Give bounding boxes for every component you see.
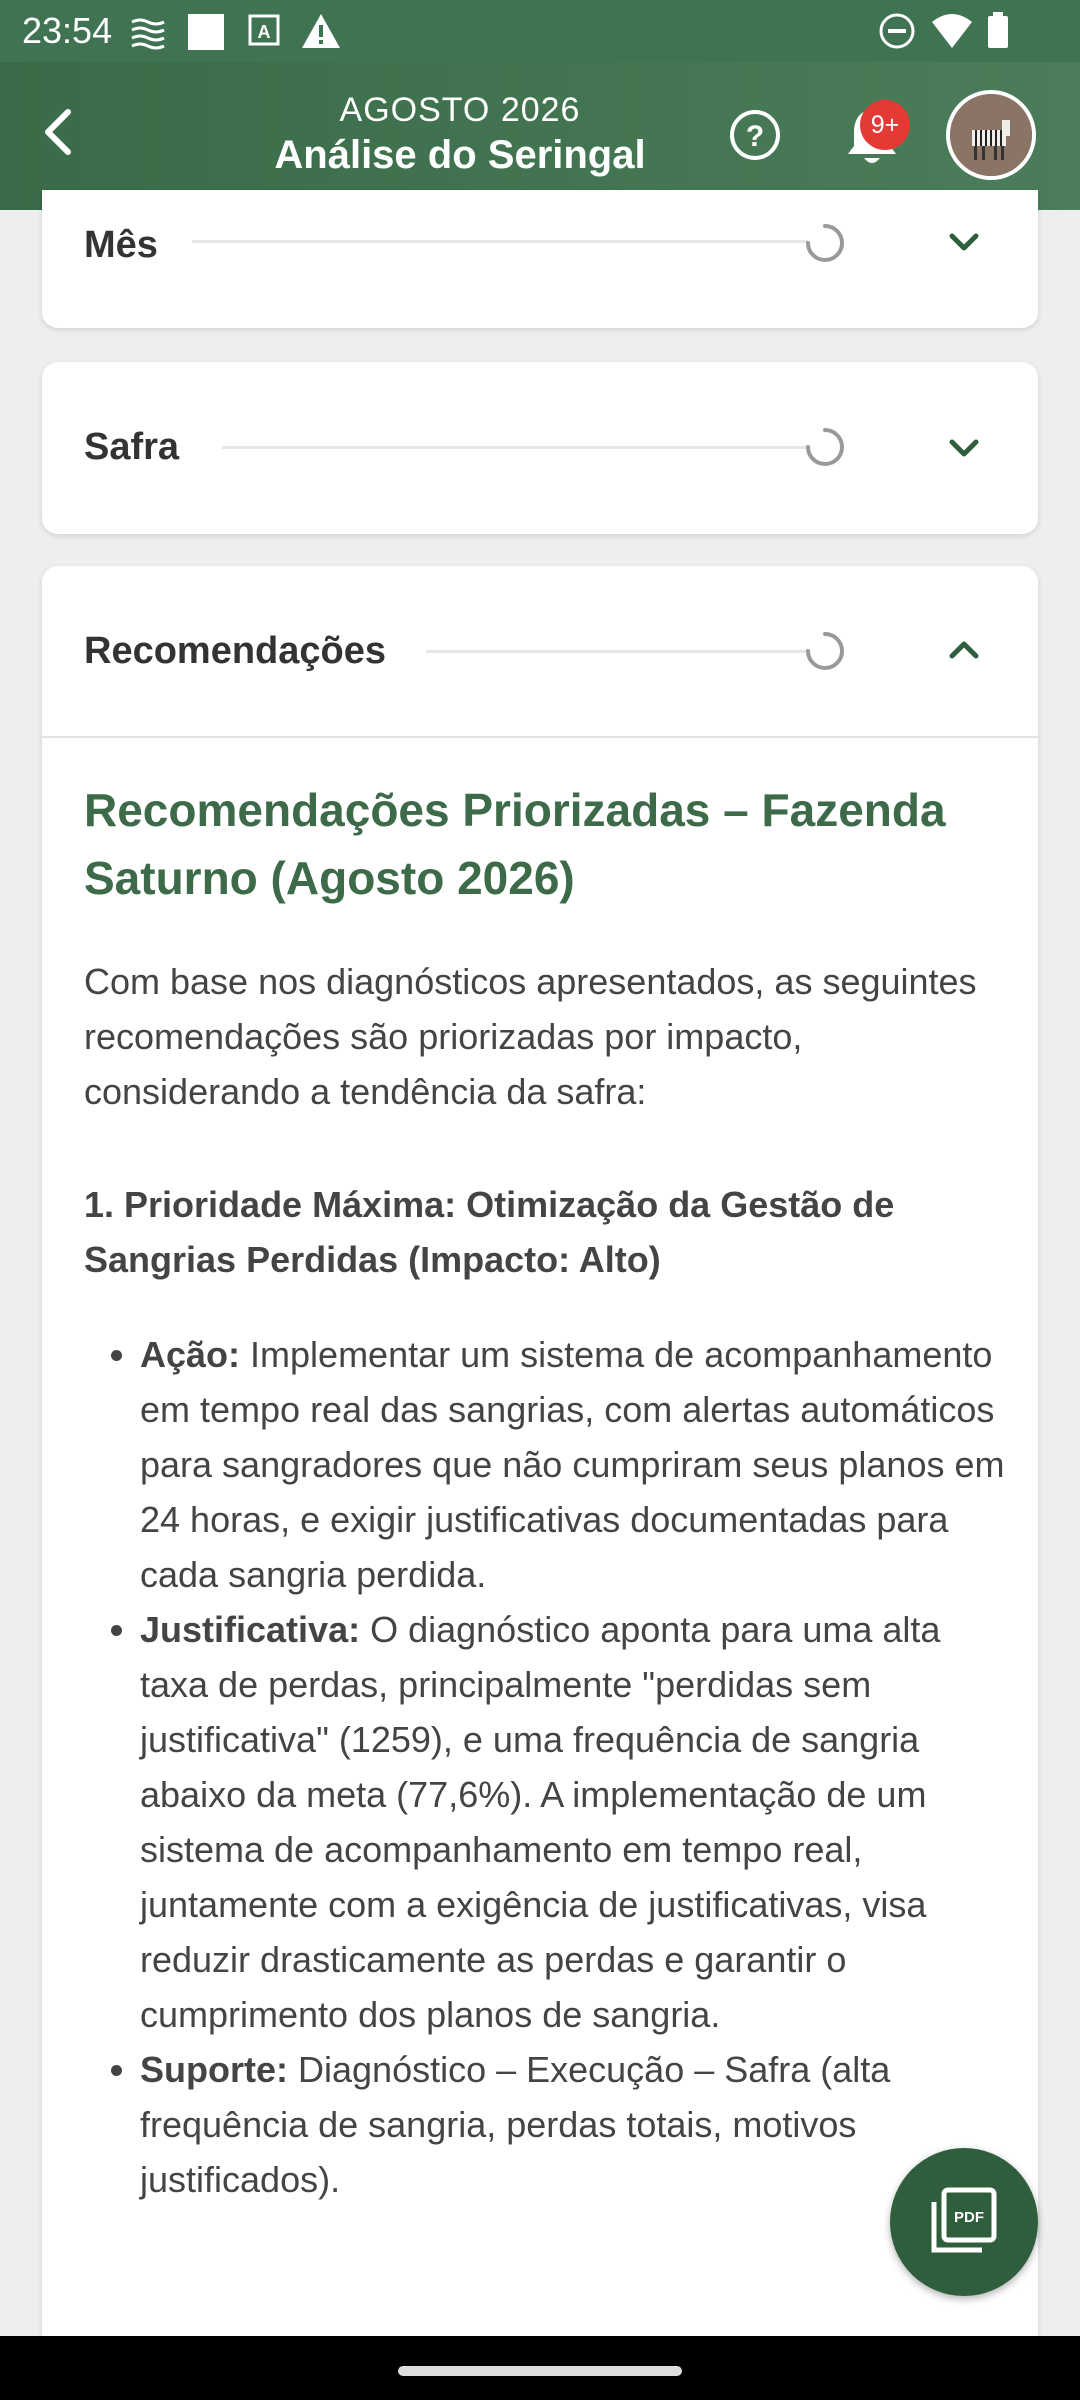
avatar[interactable] — [946, 90, 1036, 180]
recommendations-content — [84, 776, 1014, 2207]
list-item — [140, 1602, 1014, 2042]
loading-spinner-icon — [804, 426, 846, 468]
system-navigation-bar — [0, 2336, 1080, 2400]
home-gesture-handle[interactable] — [398, 2366, 682, 2376]
section-mes — [42, 190, 1038, 328]
chevron-down-icon[interactable] — [940, 424, 988, 472]
back-button[interactable] — [30, 102, 90, 162]
loading-spinner-icon — [804, 222, 846, 264]
section-safra — [42, 362, 1038, 534]
item-label: Ação: — [140, 1334, 241, 1375]
recommendation-list — [84, 1327, 1014, 2207]
item-text: Implementar um sistema de acompanhamento em tempo real das sangrias, com alertas automáticos para sangradores que não cumpriram seus planos em 24 horas, e exigir justificativas documentadas para cada sangria perdida. — [140, 1334, 1005, 1595]
chevron-up-icon[interactable] — [940, 626, 988, 674]
item-text: O diagnóstico aponta para uma alta taxa de perdas, principalmente "perdidas sem justificativa" (1259), e uma frequência de sangria abaixo da meta (77,6%). A implementação de um sistema de acompanhamento em tempo real, juntamente com a exigência de justificativas, visa reduzir drasticamente as perdas e garantir o cumprimento dos planos de sangria. — [140, 1609, 941, 2035]
notification-badge: 9+ — [860, 100, 910, 150]
item-label: Justificativa: — [140, 1609, 361, 1650]
priority-title: 1. Prioridade Máxima: Otimização da Gestão de Sangrias Perdidas (Impacto: Alto) — [84, 1184, 895, 1280]
section-recomendacoes-header[interactable] — [42, 566, 1038, 738]
item-label: Suporte: — [140, 2049, 288, 2090]
svg-text:PDF: PDF — [954, 2209, 984, 2226]
section-safra-header[interactable] — [42, 362, 1038, 534]
app-bar — [0, 62, 1080, 210]
image-placeholder-icon — [186, 12, 226, 52]
loading-spinner-icon — [804, 630, 846, 672]
do-not-disturb-icon — [878, 12, 916, 50]
list-item — [140, 2042, 1014, 2207]
help-button[interactable] — [728, 108, 782, 162]
export-pdf-button[interactable] — [890, 2148, 1038, 2296]
pdf-icon — [890, 2148, 1038, 2296]
divider-line — [222, 446, 808, 449]
section-mes-header[interactable] — [42, 190, 1038, 328]
divider-line — [192, 240, 808, 243]
zebra-avatar-icon — [950, 94, 1032, 176]
chevron-down-icon[interactable] — [940, 218, 988, 266]
svg-text:?: ? — [745, 120, 765, 153]
svg-text:A: A — [257, 22, 271, 42]
battery-icon — [986, 12, 1010, 50]
wifi-icon — [930, 12, 974, 50]
recommendations-intro: Com base nos diagnósticos apresentados, as seguintes recomendações são priorizadas por impacto, considerando a tendência da safra: — [84, 961, 977, 1112]
warning-icon — [300, 12, 342, 50]
section-title: Recomendações — [84, 630, 387, 672]
page-title: Análise do Seringal — [274, 133, 646, 177]
wifi-waves-icon — [128, 12, 168, 52]
divider-line — [426, 650, 808, 653]
item-text: Diagnóstico – Execução – Safra (alta frequência de sangria, perdas totais, motivos justificados). — [140, 2049, 891, 2200]
status-time: 23:54 — [22, 10, 113, 51]
list-item — [140, 1327, 1014, 1602]
header-subtitle: AGOSTO 2026 — [339, 91, 581, 129]
section-recomendacoes — [42, 566, 1038, 2366]
section-divider — [42, 736, 1038, 738]
header-title-block — [200, 90, 720, 180]
section-title: Mês — [84, 224, 158, 266]
status-bar — [0, 0, 1080, 62]
section-title: Safra — [84, 426, 180, 468]
recommendations-heading: Recomendações Priorizadas – Fazenda Saturno (Agosto 2026) — [84, 784, 946, 904]
translate-a-icon — [246, 12, 282, 48]
